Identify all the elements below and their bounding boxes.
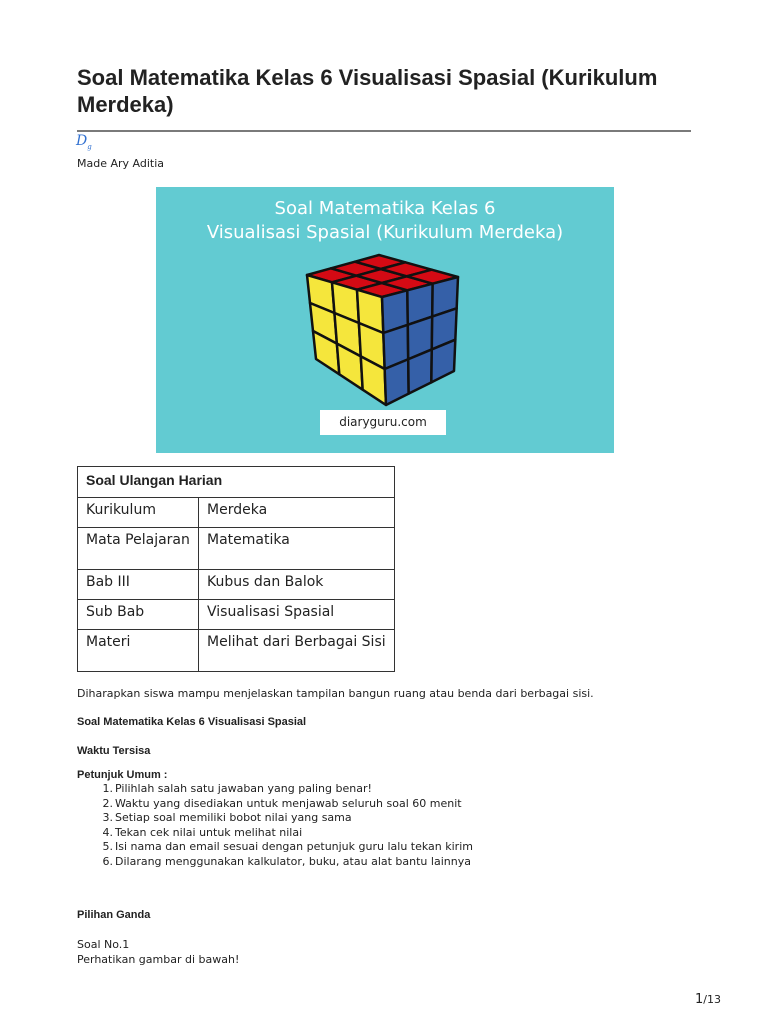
intro-text: Diharapkan siswa mampu menjelaskan tampilan bangun ruang atau benda dari berbagai sisi. — [77, 687, 594, 700]
rubiks-cube-illustration — [304, 247, 466, 407]
list-item: 4. Tekan cek nilai untuk melihat nilai — [102, 825, 303, 839]
banner-title-line2: Visualisasi Spasial (Kurikulum Merdeka) — [206, 222, 564, 243]
site-logo-letter: D — [76, 133, 88, 149]
question-text: Perhatikan gambar di bawah! — [77, 953, 240, 966]
table-key: Kurikulum — [78, 498, 199, 528]
table-value: Merdeka — [199, 498, 395, 528]
banner-site-label: diaryguru.com — [320, 410, 446, 435]
instructions-list — [102, 782, 473, 870]
list-item: 2. Waktu yang disediakan untuk menjawab seluruh soal 60 menit — [102, 796, 462, 810]
site-logo-icon[interactable] — [76, 133, 92, 151]
list-item: 3. Setiap soal memiliki bobot nilai yang sama — [102, 811, 352, 825]
table-value: Melihat dari Berbagai Sisi — [199, 630, 395, 672]
table-row — [78, 570, 395, 600]
page-counter — [695, 992, 721, 1007]
site-logo-sub: g — [87, 142, 92, 151]
list-item: 6. Dilarang menggunakan kalkulator, buku, atau alat bantu lainnya — [102, 854, 471, 868]
table-value: Visualisasi Spasial — [199, 600, 395, 630]
author-name[interactable]: Made Ary Aditia — [77, 157, 165, 170]
table-value: Kubus dan Balok — [199, 570, 395, 600]
table-heading: Soal Ulangan Harian — [78, 467, 395, 498]
page-total: /13 — [703, 993, 721, 1006]
question-number: Soal No.1 — [77, 938, 130, 951]
table-row — [78, 600, 395, 630]
lesson-info-table — [77, 466, 395, 672]
table-key: Sub Bab — [78, 600, 199, 630]
table-key: Materi — [78, 630, 199, 672]
list-item: 1. Pilihlah salah satu jawaban yang paling benar! — [102, 782, 372, 795]
subtitle-heading: Soal Matematika Kelas 6 Visualisasi Spasial — [77, 716, 307, 728]
banner-title-line1: Soal Matematika Kelas 6 — [274, 198, 496, 219]
banner-image — [156, 187, 614, 453]
section-heading: Pilihan Ganda — [77, 909, 151, 921]
list-item: 5. Isi nama dan email sesuai dengan petunjuk guru lalu tekan kirim — [102, 840, 473, 854]
table-row — [78, 528, 395, 570]
instructions-heading: Petunjuk Umum : — [77, 769, 168, 781]
page-current: 1 — [695, 992, 704, 1007]
title-divider — [77, 130, 691, 132]
table-row — [78, 498, 395, 528]
page-title: Soal Matematika Kelas 6 Visualisasi Spasial (Kurikulum Merdeka) — [77, 65, 658, 117]
table-key: Mata Pelajaran — [78, 528, 199, 570]
timer-label: Waktu Tersisa — [77, 745, 151, 757]
table-row — [78, 630, 395, 672]
table-key: Bab III — [78, 570, 199, 600]
table-value: Matematika — [199, 528, 395, 570]
